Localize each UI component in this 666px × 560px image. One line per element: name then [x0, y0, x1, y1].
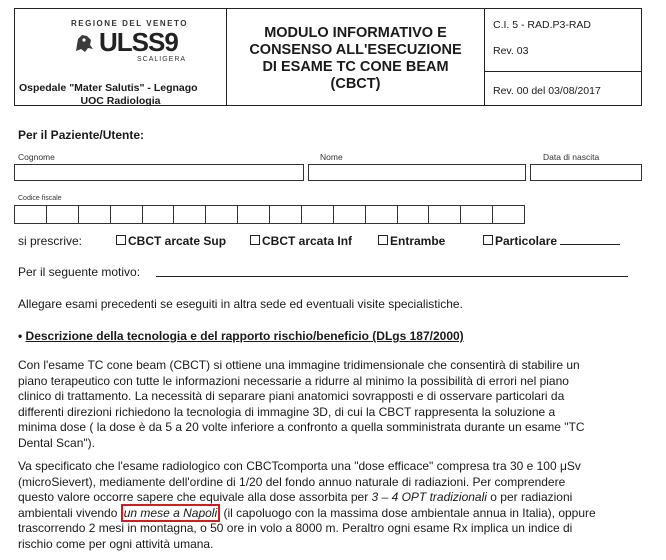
fiscal-code-field[interactable] — [14, 205, 525, 224]
text-run: (il capoluogo con la massima dose ambientale annua in Italia), oppure — [220, 505, 596, 520]
title-line: (CBCT) — [330, 76, 381, 92]
paragraph-line: clinico di trattamento. La necessità di separare piani anatomici sovrapposti e di osservare particolari da — [18, 389, 565, 403]
text-run: ambientali vivendo — [18, 505, 121, 520]
document-header — [14, 8, 642, 106]
fiscal-code-label: Codice fiscale — [18, 195, 62, 202]
option-both[interactable] — [378, 234, 445, 248]
paragraph-line: Va specificato che l'esame radiologico con CBCTcomporta una "dose efficace" compresa tra 30 e 100 μSv — [18, 459, 581, 473]
document-code: C.I. 5 - RAD.P3-RAD — [493, 19, 592, 31]
paragraph-line: rischio come per ogni attività umana. — [18, 536, 214, 551]
dob-field[interactable] — [530, 164, 642, 181]
revision-number: Rev. 03 — [493, 45, 529, 57]
fiscal-code-cell[interactable] — [461, 206, 493, 223]
ulss-logo-text: ULSS9 — [99, 27, 178, 57]
divider — [485, 71, 641, 72]
option-sup[interactable] — [116, 234, 226, 248]
title-line: CONSENSO ALL'ESECUZIONE — [249, 42, 462, 58]
header-meta-cell — [485, 9, 641, 105]
lion-logo-icon — [73, 31, 95, 55]
fiscal-code-cell[interactable] — [493, 206, 524, 223]
header-logo-cell — [15, 9, 227, 105]
fiscal-code-cell[interactable] — [334, 206, 366, 223]
fiscal-code-cell[interactable] — [270, 206, 302, 223]
bullet: • — [18, 329, 23, 343]
scaligera-label: SCALIGERA — [137, 56, 187, 63]
unit-name: UOC Radiologia — [80, 95, 161, 107]
attachments-note: Allegare esami precedenti se eseguiti in altra sede ed eventuali visite specialistiche. — [18, 297, 463, 311]
fiscal-code-cell[interactable] — [238, 206, 270, 223]
fiscal-code-cell[interactable] — [206, 206, 238, 223]
option-inf-label: CBCT arcata Inf — [262, 234, 353, 248]
option-both-label: Entrambe — [390, 234, 446, 248]
option-sup-label: CBCT arcate Sup — [128, 234, 227, 248]
section-title-text: Descrizione della tecnologia e del rapporto rischio/beneficio (DLgs 187/2000) — [25, 329, 464, 343]
fiscal-code-cell[interactable] — [174, 206, 206, 223]
paragraph-line: piano terapeutico con tutte le informazioni necessarie a ridurre al minimo la possibilità di errori nel piano — [18, 373, 569, 388]
paragraph-dose — [18, 459, 640, 552]
fiscal-code-cell[interactable] — [302, 206, 334, 223]
fiscal-code-cell[interactable] — [398, 206, 430, 223]
option-particular-label: Particolare — [495, 234, 558, 248]
paragraph-technology — [18, 358, 640, 451]
text-run: questo valore occorre sapere che equivale alla dose assorbita per — [18, 490, 372, 504]
paragraph-line — [18, 506, 640, 522]
hospital-name: Ospedale "Mater Salutis" - Legnago — [19, 82, 198, 94]
italic-text: 3 – 4 OPT tradizionali — [371, 490, 487, 504]
paragraph-line: trascorrendo 2 mesi in montagna, o 50 ore in volo a 8000 m. Peraltro ogni esame Rx implica un indice di — [18, 521, 573, 535]
paragraph-line — [18, 490, 640, 506]
fiscal-code-cell[interactable] — [429, 206, 461, 223]
dob-label: Data di nascita — [543, 152, 600, 162]
fiscal-code-cell[interactable] — [143, 206, 175, 223]
checkbox-sup[interactable] — [116, 235, 126, 245]
particular-blank[interactable] — [560, 244, 620, 245]
checkbox-particular[interactable] — [483, 235, 493, 245]
checkbox-both[interactable] — [378, 235, 388, 245]
title-line: DI ESAME TC CONE BEAM — [262, 59, 449, 75]
text-run: o per radiazioni — [486, 490, 573, 504]
revision-date: Rev. 00 del 03/08/2017 — [493, 85, 601, 97]
region-label: REGIONE DEL VENETO — [71, 19, 188, 28]
reason-label: Per il seguente motivo: — [18, 265, 141, 279]
fiscal-code-cell[interactable] — [366, 206, 398, 223]
fiscal-code-cell[interactable] — [15, 206, 47, 223]
fiscal-code-cell[interactable] — [111, 206, 143, 223]
fiscal-code-cell[interactable] — [79, 206, 111, 223]
surname-field[interactable] — [14, 164, 304, 181]
reason-field[interactable] — [156, 276, 628, 277]
checkbox-inf[interactable] — [250, 235, 260, 245]
header-title-cell — [227, 9, 485, 105]
paragraph-line: Dental Scan"). — [18, 435, 95, 450]
fiscal-code-cell[interactable] — [47, 206, 79, 223]
title-line: MODULO INFORMATIVO E — [264, 25, 447, 41]
paragraph-line: (microSievert), mediamente dell'ordine di 1/20 del fondo annuo naturale di radiazioni. Per comprendere — [18, 474, 566, 489]
section-title — [18, 329, 464, 343]
patient-heading: Per il Paziente/Utente: — [18, 128, 145, 142]
prescription-label: si prescrive: — [18, 234, 83, 248]
paragraph-line: differenti direzioni richiedono la tecnologia di immagine 3D, di cui la CBCT rappresenta la soluzione a — [18, 404, 556, 419]
option-inf[interactable] — [250, 234, 352, 248]
name-field[interactable] — [308, 164, 526, 181]
highlighted-text: un mese a Napoli — [121, 504, 220, 522]
surname-label: Cognome — [18, 152, 55, 162]
name-label: Nome — [320, 152, 343, 162]
document-title — [227, 25, 484, 93]
paragraph-line: minima dose ( la dose è da 5 a 20 volte inferiore a confronto a quella somministrata durante un esame "TC — [18, 420, 585, 434]
option-particular[interactable] — [483, 234, 620, 248]
paragraph-line: Con l'esame TC cone beam (CBCT) si ottiene una immagine tridimensionale che consentirà di stabilire un — [18, 358, 580, 372]
